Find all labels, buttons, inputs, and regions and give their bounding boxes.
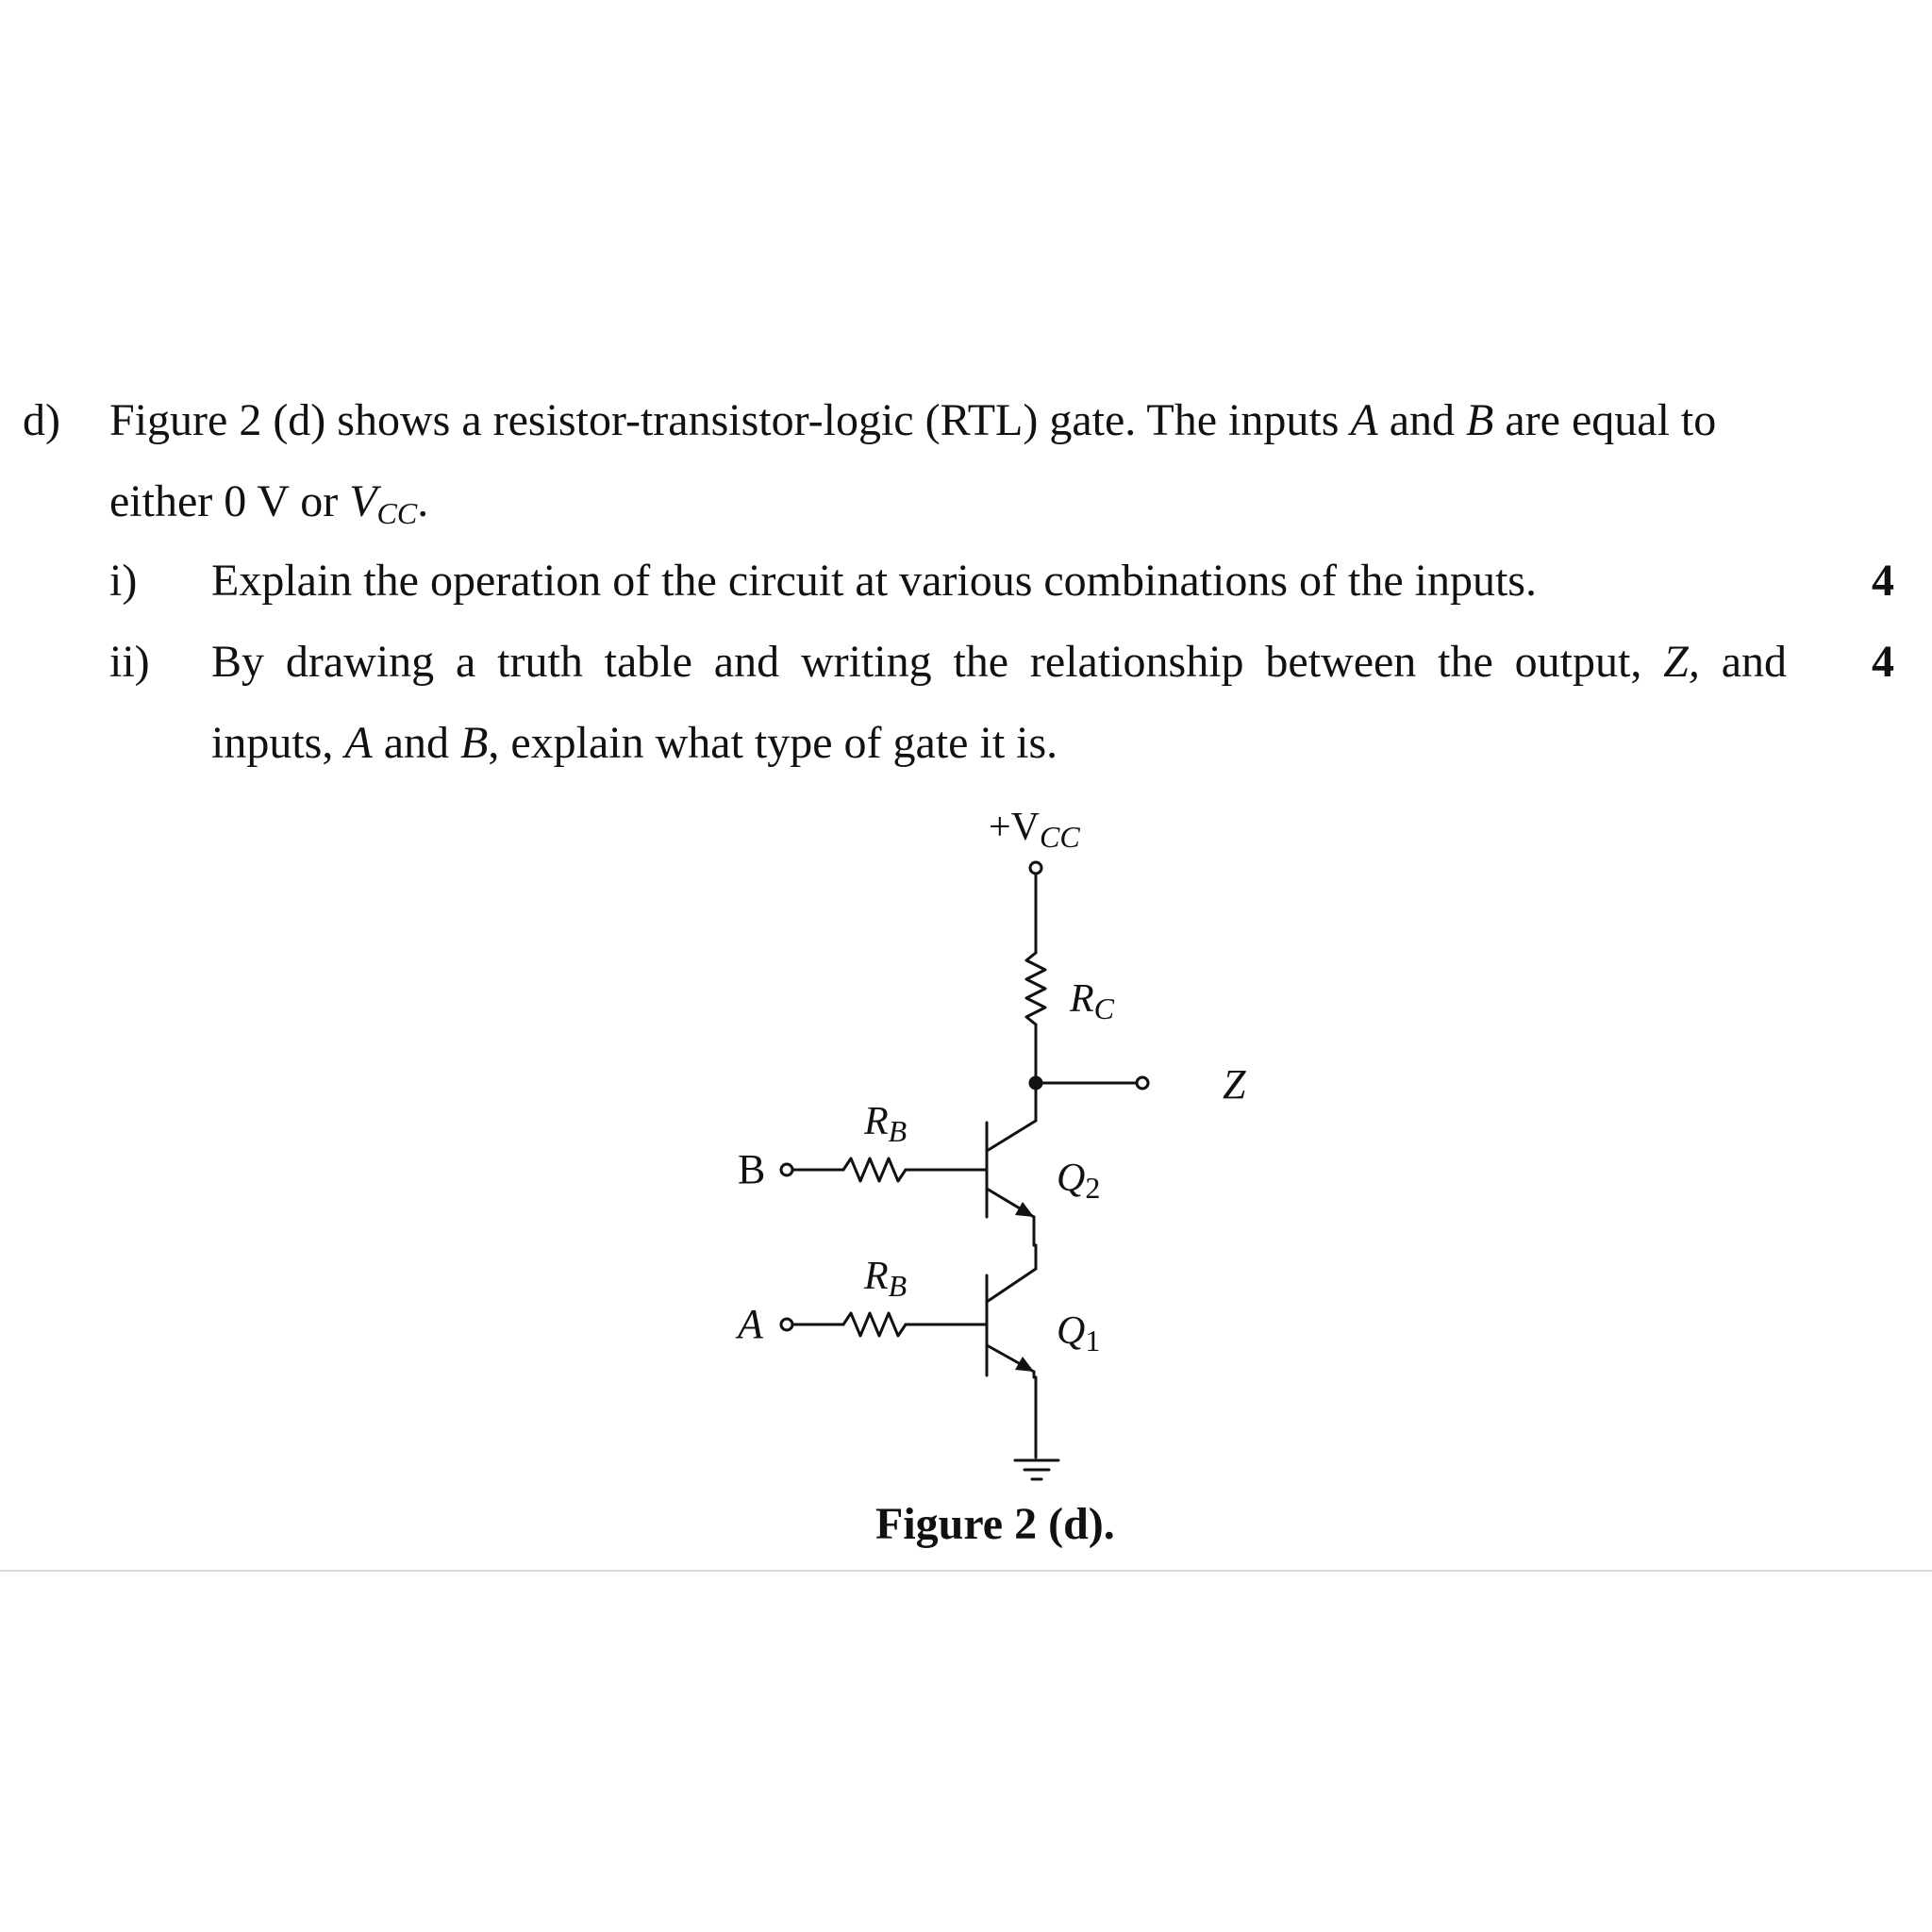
word: the	[953, 637, 1009, 687]
word: drawing	[285, 637, 435, 687]
rb-resistor-b	[843, 1158, 906, 1181]
vcc-v: V	[349, 476, 377, 526]
word: the	[1438, 637, 1493, 687]
input-b-terminal	[781, 1164, 792, 1175]
var-z: Z,	[1663, 637, 1700, 687]
input-a-label: A	[738, 1301, 763, 1347]
subq-ii-marks: 4	[1872, 637, 1894, 687]
word: and	[713, 637, 780, 687]
vcc-terminal	[1030, 862, 1041, 874]
q2-sub: 2	[1085, 1171, 1101, 1205]
q2-q: Q	[1057, 1157, 1086, 1200]
var-b: B	[1466, 395, 1494, 445]
subq-ii-line2-and: and	[372, 718, 460, 768]
word: truth	[497, 637, 583, 687]
word: relationship	[1029, 637, 1244, 687]
question-line2-end: .	[417, 476, 429, 526]
input-b-label: B	[738, 1146, 766, 1192]
q2-emitter-arrow	[1015, 1202, 1034, 1217]
var-a: A	[344, 718, 373, 768]
divider-rule	[0, 1570, 1932, 1572]
rc-label-r: R	[1070, 977, 1094, 1021]
figure-caption: Figure 2 (d).	[875, 1499, 1115, 1549]
q1-sub: 1	[1085, 1324, 1101, 1357]
question-label: d)	[23, 395, 60, 445]
question-intro-part1: Figure 2 (d) shows a resistor-transistor-logic (RTL) gate. The inputs	[109, 395, 1351, 445]
rb-label-b	[864, 1100, 908, 1148]
q2-collector	[987, 1121, 1036, 1151]
output-terminal	[1137, 1077, 1148, 1089]
word: writing	[800, 637, 932, 687]
question-intro-part2: are equal to	[1493, 395, 1717, 445]
subq-ii-label: ii)	[109, 637, 150, 687]
rb-b-r: R	[864, 1100, 889, 1143]
rb-b-sub: B	[888, 1114, 908, 1148]
rb-label-a	[864, 1255, 908, 1303]
q1-collector	[987, 1269, 1036, 1302]
rb-a-sub: B	[888, 1269, 908, 1303]
word: between	[1265, 637, 1417, 687]
rc-label	[1070, 977, 1114, 1025]
subq-i-label: i)	[109, 556, 138, 606]
input-a-terminal	[781, 1319, 792, 1330]
var-a: A	[1350, 395, 1378, 445]
subq-i-text: Explain the operation of the circuit at various combinations of the inputs.	[211, 556, 1537, 606]
question-intro-and: and	[1377, 395, 1467, 445]
var-b: B	[460, 718, 489, 768]
z-label: Z	[1223, 1061, 1246, 1108]
subq-ii-line2-part2: , explain what type of gate it is.	[488, 718, 1058, 768]
q1-q: Q	[1057, 1309, 1086, 1353]
word: By	[211, 637, 265, 687]
vcc-sub: CC	[376, 496, 418, 530]
word: and	[1721, 637, 1788, 687]
vcc-label: $+V_{CC}$	[989, 806, 1080, 854]
question-line2-part1: either 0 V or	[109, 476, 350, 526]
vcc-label-sub: CC	[1040, 820, 1080, 854]
subq-ii-line2-part1: inputs,	[211, 718, 345, 768]
rb-resistor-a	[843, 1313, 906, 1336]
rc-label-sub: C	[1093, 991, 1114, 1025]
word: a	[456, 637, 476, 687]
word: output,	[1514, 637, 1642, 687]
q2-label	[1057, 1157, 1101, 1205]
q1-label	[1057, 1309, 1101, 1357]
rc-resistor	[1026, 953, 1045, 1024]
word: table	[604, 637, 692, 687]
rb-a-r: R	[864, 1255, 889, 1298]
subq-i-marks: 4	[1872, 556, 1894, 606]
